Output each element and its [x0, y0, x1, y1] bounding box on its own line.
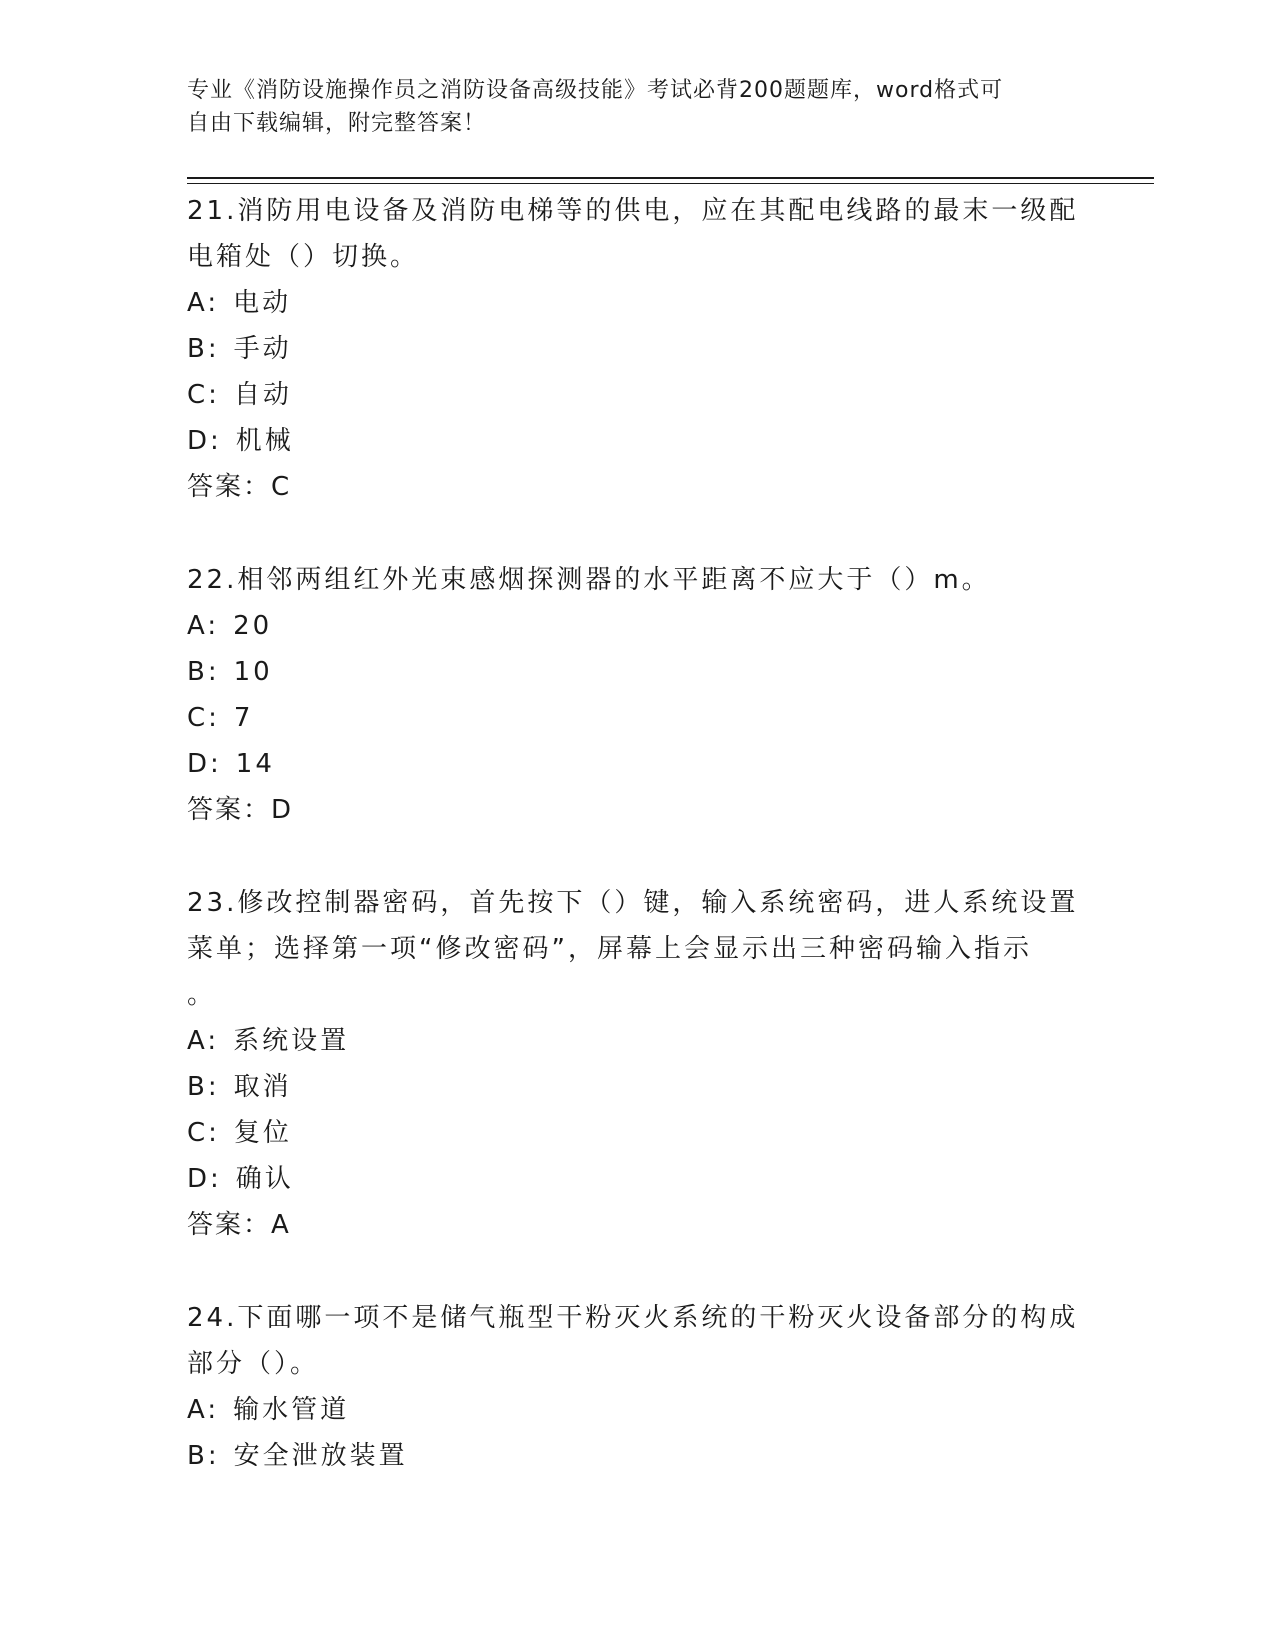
question-list [187, 188, 1087, 1526]
option-text: 安全泄放装置 [233, 1441, 408, 1471]
option-text: 机械 [235, 426, 294, 456]
question-stem-line: 菜单；选择第一项“修改密码”，屏幕上会显示出三种密码输入指示 [187, 934, 1032, 964]
answer-option [187, 603, 1087, 649]
option-letter: B: [187, 334, 220, 364]
answer-option [187, 741, 1087, 787]
answer-option [187, 1018, 1087, 1064]
answer-option [187, 280, 1087, 326]
option-letter: C: [187, 1118, 220, 1148]
option-letter: C: [187, 703, 220, 733]
header-line-1: 专业《消防设施操作员之消防设备高级技能》考试必背200题题库，word格式可 [187, 78, 1004, 103]
option-letter: B: [187, 1441, 220, 1471]
option-text: 电动 [233, 288, 292, 318]
answer-option [187, 695, 1087, 741]
option-letter: D: [187, 749, 222, 779]
answer-key: 答案：D [187, 795, 294, 825]
answer-option [187, 326, 1087, 372]
question-item [187, 188, 1087, 510]
answer-option [187, 1110, 1087, 1156]
question-stem [187, 880, 1087, 1018]
option-letter: D: [187, 1164, 222, 1194]
header-divider-thin [187, 183, 1154, 184]
answer-option [187, 418, 1087, 464]
option-text: 输水管道 [233, 1395, 350, 1425]
answer-option [187, 649, 1087, 695]
header-line-2: 自由下载编辑，附完整答案！ [187, 111, 487, 136]
option-text: 确认 [235, 1164, 294, 1194]
option-text: 20 [233, 611, 273, 641]
option-letter: A: [187, 611, 220, 641]
option-letter: C: [187, 380, 220, 410]
option-text: 复位 [233, 1118, 292, 1148]
question-stem-line: 22.相邻两组红外光束感烟探测器的水平距离不应大于（）m。 [187, 565, 991, 595]
question-stem-line: 23.修改控制器密码，首先按下（）键，输入系统密码，进人系统设置 [187, 888, 1079, 918]
option-letter: A: [187, 1026, 220, 1056]
answer-key: 答案：A [187, 1210, 291, 1240]
option-text: 取消 [233, 1072, 292, 1102]
question-stem-line: 24.下面哪一项不是储气瓶型干粉灭火系统的干粉灭火设备部分的构成 [187, 1303, 1079, 1333]
header-divider-thick [187, 177, 1154, 179]
question-stem-line: 部分（）。 [187, 1349, 320, 1379]
option-text: 10 [233, 657, 273, 687]
option-letter: A: [187, 288, 220, 318]
answer-key: 答案：C [187, 472, 292, 502]
option-text: 7 [233, 703, 254, 733]
answer-option [187, 372, 1087, 418]
document-header [187, 74, 1067, 140]
option-text: 系统设置 [233, 1026, 350, 1056]
question-stem [187, 557, 1087, 603]
option-letter: B: [187, 1072, 220, 1102]
option-text: 14 [235, 749, 275, 779]
option-letter: A: [187, 1395, 220, 1425]
question-item [187, 880, 1087, 1248]
option-text: 手动 [233, 334, 292, 364]
question-stem-line: 电箱处（）切换。 [187, 242, 420, 272]
answer-option [187, 1433, 1087, 1479]
option-letter: B: [187, 657, 220, 687]
option-text: 自动 [233, 380, 292, 410]
question-stem [187, 188, 1087, 280]
answer-option [187, 1156, 1087, 1202]
answer-option [187, 1064, 1087, 1110]
question-stem [187, 1295, 1087, 1387]
option-letter: D: [187, 426, 222, 456]
question-item [187, 557, 1087, 833]
question-stem-line: 。 [187, 980, 217, 1010]
question-item [187, 1295, 1087, 1479]
answer-option [187, 1387, 1087, 1433]
question-stem-line: 21.消防用电设备及消防电梯等的供电，应在其配电线路的最末一级配 [187, 196, 1079, 226]
